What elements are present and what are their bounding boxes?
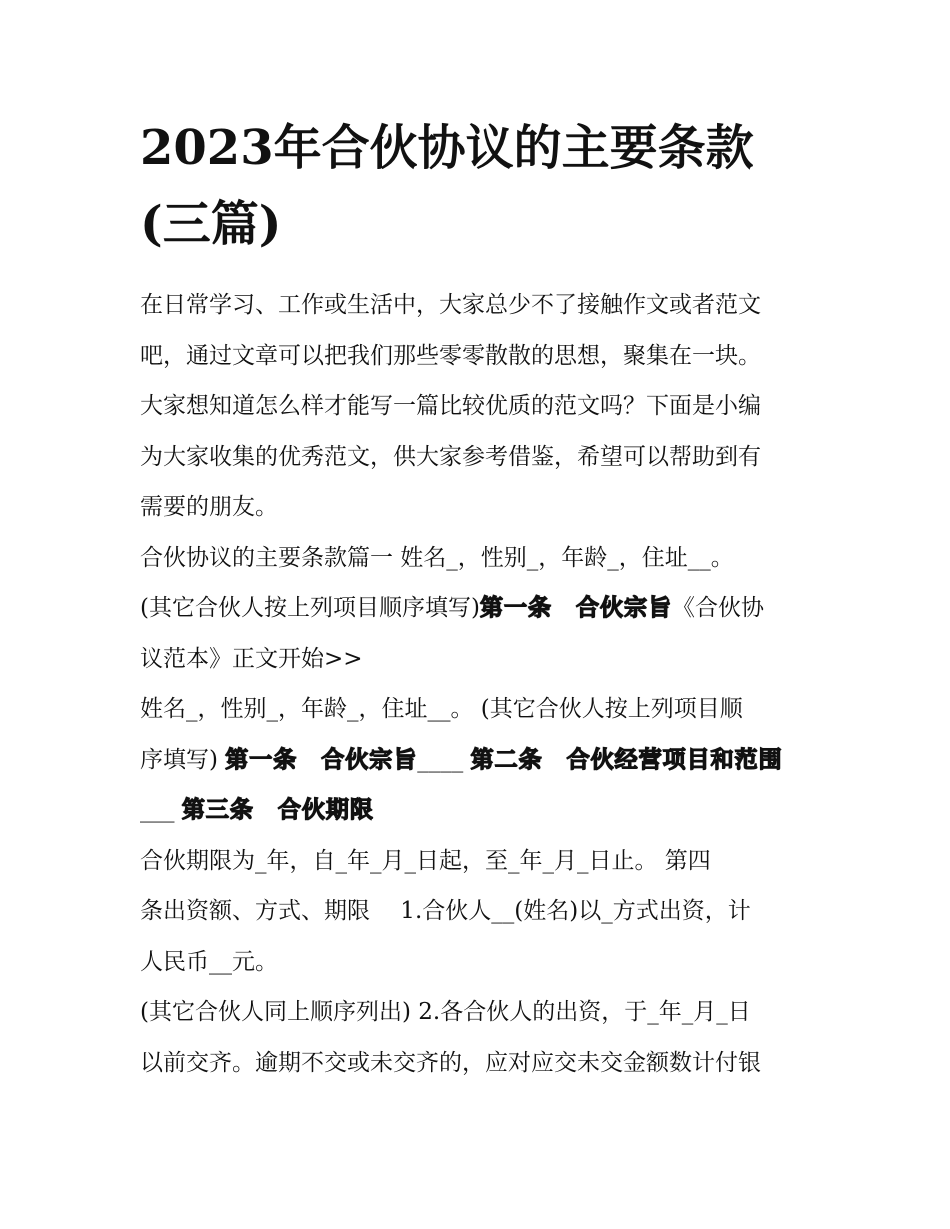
paragraph-line [140, 533, 820, 584]
outlined-clause-heading: 第一条 合伙宗旨 [479, 594, 672, 621]
title-line-1: 2023年合伙协议的主要条款 [140, 120, 754, 176]
paragraph-line [140, 1038, 820, 1089]
text-segment: 姓名_，性别_，年龄_，住址__。 (其它合伙人按上列项目顺 [140, 696, 743, 722]
paragraph-line [140, 735, 820, 786]
paragraph-line [140, 634, 820, 685]
text-segment: ____ [417, 746, 471, 773]
text-segment: 大家想知道怎么样才能写一篇比较优质的范文吗？下面是小编 [140, 393, 761, 419]
paragraph-line [140, 381, 820, 432]
text-segment: 以前交齐。逾期不交或未交齐的，应对应交未交金额数计付银 [140, 1049, 761, 1076]
document-body [140, 280, 820, 1088]
outlined-clause-heading: 第三条 合伙期限 [181, 796, 374, 823]
text-segment: 序填写) [140, 746, 226, 773]
paragraph-line [140, 583, 820, 634]
text-segment: 议范本》正文开始>> [140, 645, 363, 672]
text-segment: ___ [140, 797, 182, 823]
text-segment: 《合伙协 [671, 595, 764, 621]
paragraph-line [140, 937, 820, 988]
paragraph-line [140, 432, 820, 483]
paragraph-line [140, 482, 820, 533]
text-segment: (其它合伙人同上顺序列出) 2.各合伙人的出资，于_年_月_日 [140, 999, 751, 1025]
text-segment: 合伙期限为_年，自_年_月_日起，至_年_月_日止。 第四 [140, 847, 711, 874]
paragraph-line [140, 331, 820, 382]
paragraph-line [140, 987, 820, 1038]
document-title [140, 110, 840, 262]
paragraph-line [140, 785, 820, 836]
paragraph-line [140, 280, 820, 331]
text-segment: 在日常学习、工作或生活中，大家总少不了接触作文或者范文 [140, 292, 761, 318]
text-segment: 吧，通过文章可以把我们那些零零散散的思想，聚集在一块。 [140, 342, 761, 369]
title-line-2: (三篇) [140, 196, 282, 252]
outlined-clause-heading: 第一条 合伙宗旨 [225, 745, 418, 773]
paragraph-line [140, 886, 820, 937]
text-segment: 人民币__元。 [140, 948, 278, 975]
paragraph-line [140, 836, 820, 887]
text-segment: 需要的朋友。 [140, 494, 278, 520]
text-segment: 合伙协议的主要条款篇一 姓名_，性别_，年龄_，住址__。 [140, 544, 734, 571]
paragraph-line [140, 684, 820, 735]
text-segment: 条出资额、方式、期限 1.合伙人__(姓名)以_方式出资，计 [140, 898, 751, 924]
outlined-clause-heading: 第二条 合伙经营项目和范围 [470, 745, 783, 773]
text-segment: (其它合伙人按上列项目顺序填写) [140, 595, 480, 621]
text-segment: 为大家收集的优秀范文，供大家参考借鉴，希望可以帮助到有 [140, 443, 761, 470]
